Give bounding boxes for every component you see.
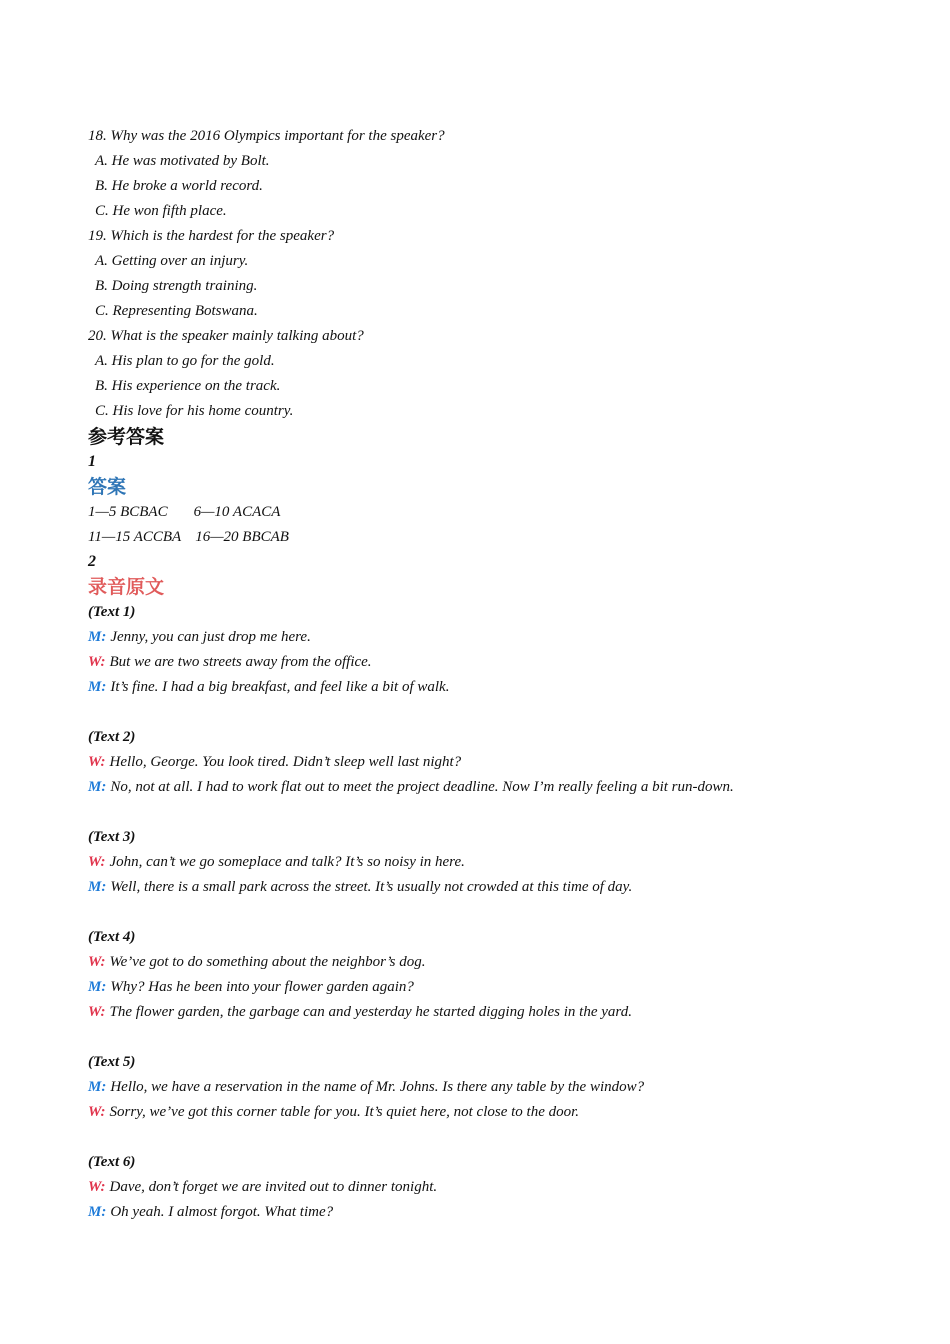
speaker-label: W:	[88, 754, 106, 770]
answer-16-20: 16—20 BBCAB	[195, 529, 289, 545]
speaker-label: W:	[88, 1004, 106, 1020]
speaker-label: W:	[88, 854, 106, 870]
dialogue-text: Jenny, you can just drop me here.	[110, 629, 311, 645]
section-2-number: 2	[88, 553, 96, 570]
section-1-number: 1	[88, 453, 96, 470]
answer-1-5: 1—5 BCBAC	[88, 504, 168, 520]
speaker-label: W:	[88, 1104, 106, 1120]
dialogue-line	[88, 850, 888, 875]
dialogue-line	[88, 650, 888, 675]
question-19-option-b: B. Doing strength training.	[95, 278, 258, 294]
speaker-label: M:	[88, 1204, 107, 1220]
question-19-option-c: C. Representing Botswana.	[95, 303, 258, 319]
question-20-option-a: A. His plan to go for the gold.	[95, 353, 275, 369]
speaker-label: W:	[88, 654, 106, 670]
text-2-label: (Text 2)	[88, 729, 136, 745]
question-18-option-b: B. He broke a world record.	[95, 178, 263, 194]
dialogue-text: Well, there is a small park across the street. It’s usually not crowded at this time of day.	[110, 879, 633, 895]
dialogue-text: Oh yeah. I almost forgot. What time?	[110, 1204, 334, 1220]
dialogue-line	[88, 625, 888, 650]
speaker-label: M:	[88, 979, 107, 995]
dialogue-line	[88, 950, 888, 975]
dialogue-text: The flower garden, the garbage can and yesterday he started digging holes in the yard.	[109, 1004, 632, 1020]
text-4-label: (Text 4)	[88, 929, 136, 945]
dialogue-line	[88, 975, 888, 1000]
speaker-label: M:	[88, 629, 107, 645]
answer-heading: 答案	[88, 476, 127, 498]
answer-6-10: 6—10 ACACA	[193, 504, 281, 520]
dialogue-line	[88, 1200, 888, 1225]
text-5-label: (Text 5)	[88, 1054, 136, 1070]
speaker-label: M:	[88, 779, 107, 795]
dialogue-text: Dave, don’t forget we are invited out to dinner tonight.	[109, 1179, 438, 1195]
dialogue-text: Sorry, we’ve got this corner table for you. It’s quiet here, not close to the door.	[109, 1104, 580, 1120]
speaker-label: M:	[88, 679, 107, 695]
dialogue-line	[88, 775, 888, 800]
speaker-label: W:	[88, 954, 106, 970]
spacer	[88, 1025, 888, 1050]
question-18-option-c: C. He won fifth place.	[95, 203, 227, 219]
dialogue-text: No, not at all. I had to work flat out to meet the project deadline. Now I’m really feeling a bit run-down.	[110, 779, 734, 795]
dialogue-line	[88, 875, 888, 900]
document-page	[88, 124, 888, 1225]
spacer	[88, 800, 888, 825]
transcript-heading: 录音原文	[88, 576, 165, 598]
dialogue-text: We’ve got to do something about the neighbor’s dog.	[109, 954, 426, 970]
question-18: 18. Why was the 2016 Olympics important for the speaker?	[88, 128, 445, 144]
question-18-option-a: A. He was motivated by Bolt.	[95, 153, 270, 169]
dialogue-text: Hello, George. You look tired. Didn’t sleep well last night?	[109, 754, 462, 770]
dialogue-text: But we are two streets away from the office.	[109, 654, 372, 670]
speaker-label: M:	[88, 1079, 107, 1095]
dialogue-line	[88, 1100, 888, 1125]
text-1-label: (Text 1)	[88, 604, 136, 620]
question-20: 20. What is the speaker mainly talking about?	[88, 328, 364, 344]
question-19: 19. Which is the hardest for the speaker?	[88, 228, 335, 244]
dialogue-text: Why? Has he been into your flower garden again?	[110, 979, 414, 995]
question-19-option-a: A. Getting over an injury.	[95, 253, 249, 269]
dialogue-line	[88, 675, 888, 700]
spacer	[88, 900, 888, 925]
dialogue-line	[88, 750, 888, 775]
speaker-label: M:	[88, 879, 107, 895]
spacer	[88, 1125, 888, 1150]
dialogue-line	[88, 1000, 888, 1025]
text-6-label: (Text 6)	[88, 1154, 136, 1170]
dialogue-text: Hello, we have a reservation in the name of Mr. Johns. Is there any table by the window?	[110, 1079, 645, 1095]
dialogue-line	[88, 1075, 888, 1100]
answer-11-15: 11—15 ACCBA	[88, 529, 182, 545]
question-20-option-b: B. His experience on the track.	[95, 378, 281, 394]
text-3-label: (Text 3)	[88, 829, 136, 845]
reference-answer-heading: 参考答案	[88, 426, 165, 448]
answer-row-2	[88, 525, 888, 550]
answer-row-1	[88, 500, 888, 525]
speaker-label: W:	[88, 1179, 106, 1195]
question-20-option-c: C. His love for his home country.	[95, 403, 294, 419]
dialogue-text: John, can’t we go someplace and talk? It’s so noisy in here.	[109, 854, 465, 870]
dialogue-text: It’s fine. I had a big breakfast, and feel like a bit of walk.	[110, 679, 450, 695]
spacer	[88, 700, 888, 725]
dialogue-line	[88, 1175, 888, 1200]
